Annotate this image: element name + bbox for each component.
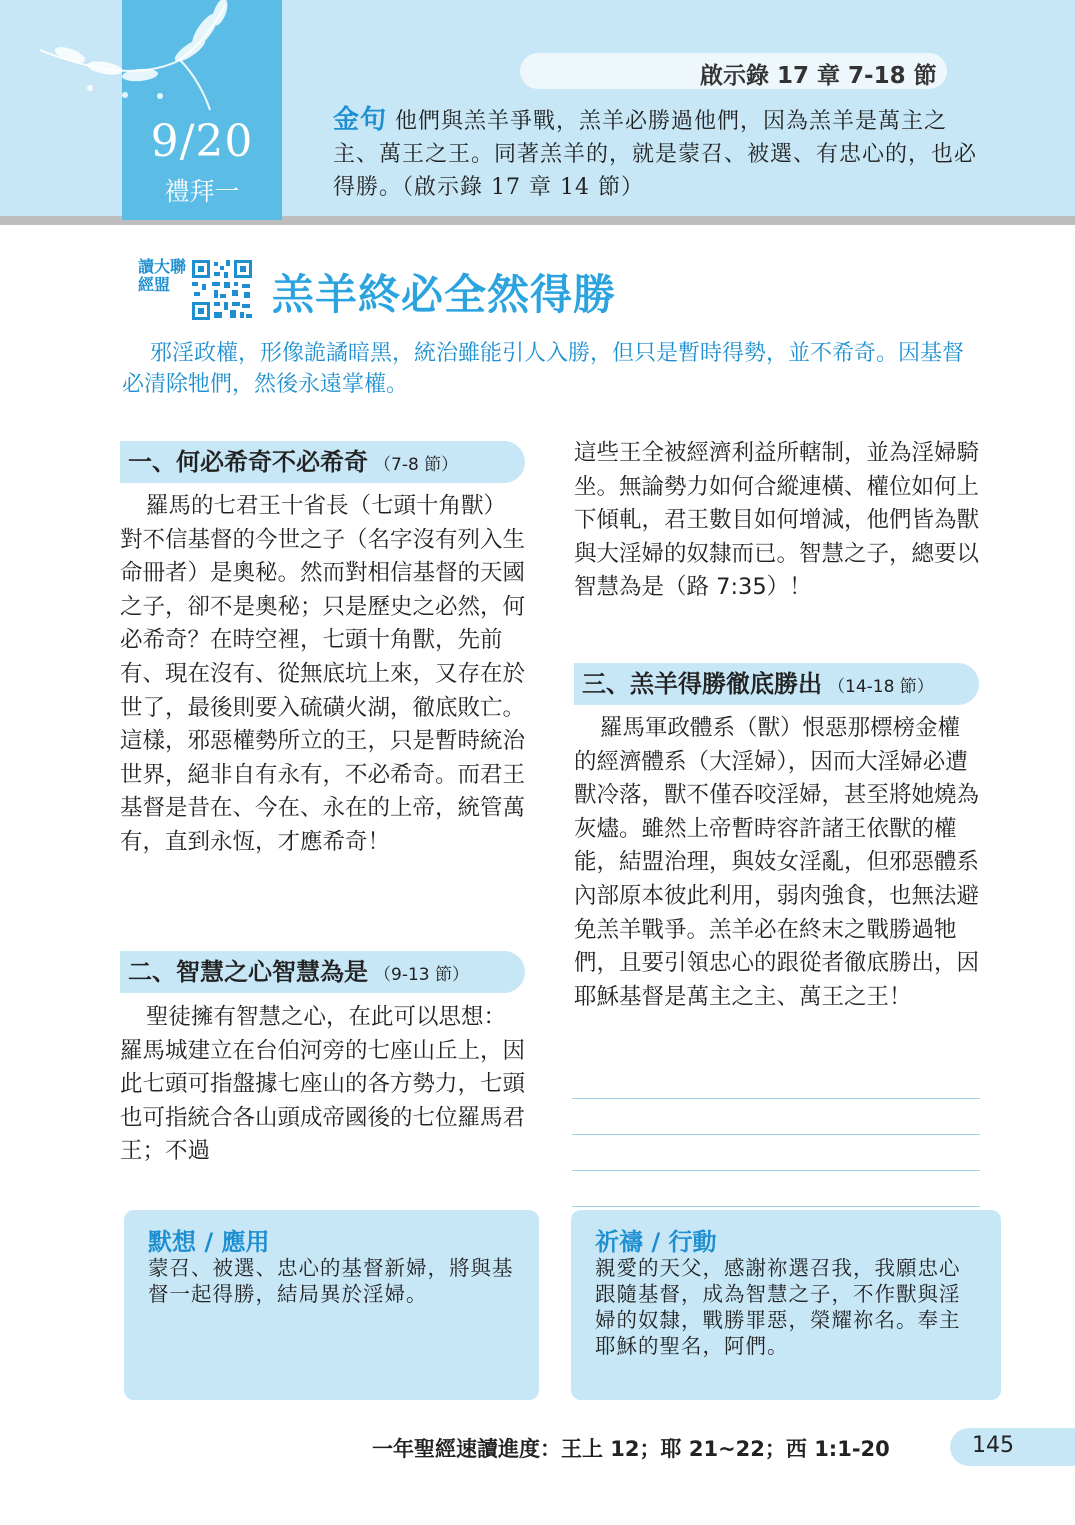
date: 9/20 [150, 116, 254, 167]
section-body-1: 羅馬的七君王十省長（七頭十角獸）對不信基督的今世之子（名字沒有列入生命冊者）是奧秘。然而對相信基督的天國之子，卻不是奧秘；只是歷史之必然，何必希奇？在時空裡，七頭十角獸，先前有、現在沒有、從無底坑上來，又存在於世了，最後則要入硫磺火湖，徹底敗亡。這樣，邪惡權勢所立的王，只是暫時統治世界，絕非自有永有，不必希奇。而君王基督是昔在、今在、永在的上帝，統管萬有，直到永恆，才應希奇！ [120, 493, 526, 855]
note-line [572, 1170, 980, 1171]
note-line [572, 1134, 980, 1135]
golden-verse-block [333, 104, 983, 204]
prayer-title: 祈禱 / 行動 [595, 1228, 717, 1256]
note-line [572, 1098, 980, 1099]
section-body-2-continued: 這些王全被經濟利益所轄制，並為淫婦騎坐。無論勢力如何合縱連橫、權位如何上下傾軋，君王數目如何增減，他們皆為獸與大淫婦的奴隸而已。智慧之子，總要以智慧為是（路 7:35）！ [574, 440, 980, 601]
leaf-decoration-icon [30, 0, 250, 120]
qr-code-icon[interactable] [190, 258, 254, 322]
section-heading-3 [574, 663, 979, 705]
scripture-ref: 啟示錄 17 章 7-18 節 [700, 63, 937, 89]
prayer-text: 親愛的天父，感謝祢選召我，我願忠心跟隨基督，成為智慧之子，不作獸與淫婦的奴隸，戰勝罪惡，榮耀祢名。奉主耶穌的聖名，阿們。 [595, 1256, 961, 1358]
reading-progress: 一年聖經速讀進度：王上 12；耶 21~22；西 1:1-20 [372, 1437, 890, 1461]
golden-verse: 他們與羔羊爭戰，羔羊必勝過他們，因為羔羊是萬主之主、萬王之王。同著羔羊的，就是蒙召、被選、有忠心的，也必得勝。（啟示錄 17 章 14 節） [333, 109, 978, 200]
section-heading-title: 三、羔羊得勝徹底勝出 [582, 670, 822, 698]
page-number: 145 [972, 1433, 1014, 1458]
page-title: 羔羊終必全然得勝 [272, 270, 617, 319]
meditation-title: 默想 / 應用 [148, 1228, 270, 1256]
section-heading-verses: （9-13 節） [374, 965, 469, 985]
section-heading-2 [120, 951, 525, 993]
golden-verse-label: 金句 [333, 105, 388, 135]
section-body-2: 聖徒擁有智慧之心，在此可以思想：羅馬城建立在台伯河旁的七座山丘上，因此七頭可指盤據七座山的各方勢力，七頭也可指統合各山頭成帝國後的七位羅馬君王；不過 [120, 1004, 526, 1165]
intro-paragraph: 邪淫政權，形像詭譎暗黑，統治雖能引人入勝，但只是暫時得勢，並不希奇。因基督必清除牠們，然後永遠掌權。 [122, 341, 965, 397]
section-heading-1 [120, 441, 525, 483]
meditation-text: 蒙召、被選、忠心的基督新婦，將與基督一起得勝，結局異於淫婦。 [148, 1256, 514, 1306]
section-body-3: 羅馬軍政體系（獸）恨惡那標榜金權的經濟體系（大淫婦），因而大淫婦必遭獸冷落，獸不僅吞咬淫婦，甚至將她燒為灰燼。雖然上帝暫時容許諸王依獸的權能，結盟治理，與妓女淫亂，但邪惡體系內部原本彼此利用，弱肉強食，也無法避免羔羊戰爭。羔羊必在終末之戰勝過牠們，且要引領忠心的跟從者徹底勝出，因耶穌基督是萬主之主、萬王之王！ [574, 715, 980, 1010]
section-heading-title: 一、何必希奇不必希奇 [128, 448, 368, 476]
section-heading-title: 二、智慧之心智慧為是 [128, 958, 368, 986]
note-line [572, 1206, 980, 1207]
weekday: 禮拜一 [164, 177, 240, 206]
section-heading-verses: （14-18 節） [828, 677, 934, 697]
section-heading-verses: （7-8 節） [374, 455, 459, 475]
qr-label: 讀大聯經盟 [138, 257, 187, 294]
